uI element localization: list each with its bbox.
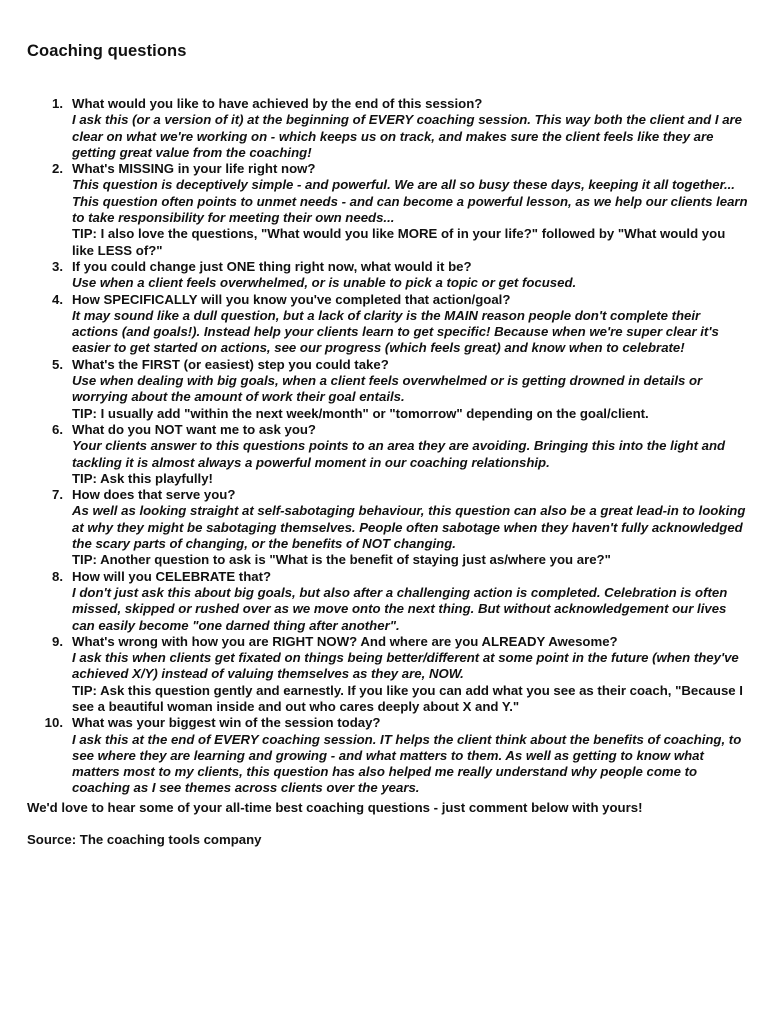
coaching-questions-list [0,96,768,797]
question-tip: TIP: Another question to ask is "What is the benefit of staying just as/where you are?" [72,552,611,568]
question-note: It may sound like a dull question, but a lack of clarity is the MAIN reason people don't complete their actions (and goals!). Instead help your clients learn to get specific! Because when we're super clear it's easier to get started on actions, see our progress (which feels great) and know when to celebrate! [72,307,719,356]
question-text: How does that serve you? [72,487,236,503]
question-tip: TIP: I also love the questions, "What would you like MORE of in your life?" followed by "What would you like LESS of?" [72,226,726,258]
question-tip: TIP: Ask this playfully! [72,470,213,486]
question-note: I don't just ask this about big goals, but also after a challenging action is completed. Celebration is often missed, skipped or rushed over as we move onto the next thing. But without acknowledgement our lives can easily become "one darned thing after another". [72,584,728,633]
list-item [0,259,768,292]
question-text: How SPECIFICALLY will you know you've completed that action/goal? [72,291,511,307]
closing-remark: We'd love to hear some of your all-time best coaching questions - just comment below with yours! [27,800,643,815]
question-note: I ask this when clients get fixated on things being better/different at some point in the future (when they've achieved X/Y) instead of valuing themselves as they are, NOW. [72,650,739,682]
item-number: 1. [52,96,63,111]
item-number: 6. [52,421,63,437]
question-text: What do you NOT want me to ask you? [72,421,316,437]
question-text: What was your biggest win of the session today? [72,715,381,731]
item-number: 5. [52,356,63,372]
list-item [0,96,768,161]
list-item [0,357,768,422]
question-text: What's MISSING in your life right now? [72,161,316,177]
list-item [0,487,768,568]
list-item [0,569,768,634]
question-text: What's wrong with how you are RIGHT NOW? And where are you ALREADY Awesome? [72,633,618,649]
item-number: 7. [52,487,63,503]
list-item [0,292,768,357]
item-number: 9. [52,633,63,649]
question-tip: TIP: I usually add "within the next week/month" or "tomorrow" depending on the goal/client. [72,405,649,421]
list-item [0,161,768,259]
question-text: What's the FIRST (or easiest) step you could take? [72,356,389,372]
item-number: 3. [52,258,63,274]
question-note: Use when a client feels overwhelmed, or is unable to pick a topic or get focused. [72,275,577,291]
question-note: I ask this at the end of EVERY coaching session. IT helps the client think about the benefits of coaching, to see where they are learning and growing - and what matters to them. As well as getting to know what matters most to my clients, this question has also helped me really understand why people come to coaching as I see themes across clients over the years. [72,731,742,796]
item-number: 4. [52,291,63,307]
question-text: How will you CELEBRATE that? [72,568,272,584]
question-note: Use when dealing with big goals, when a client feels overwhelmed or is getting drowned in details or worrying about the amount of work their goal entails. [72,373,703,405]
question-note: As well as looking straight at self-sabotaging behaviour, this question can also be a great lead-in to looking at why they might be sabotaging themselves. People often sabotage when they haven't fully acknowledged the scary parts of changing, or the benefits of NOT changing. [72,503,746,552]
question-note: This question is deceptively simple - and powerful. We are all so busy these days, keeping it all together... This question often points to unmet needs - and can become a powerful lesson, as we help our clients learn to take responsibility for meeting their own needs... [72,177,748,226]
item-number: 8. [52,568,63,584]
list-item [0,715,768,796]
page-title: Coaching questions [27,42,187,60]
item-number: 10. [44,715,63,731]
question-note: I ask this (or a version of it) at the beginning of EVERY coaching session. This way both the client and I are clear on what we're working on - which keeps us on track, and makes sure the client feels like they are getting great value from the coaching! [72,112,743,160]
item-number: 2. [52,161,63,177]
source-line: Source: The coaching tools company [27,832,262,847]
question-text: What would you like to have achieved by the end of this session? [72,96,483,111]
question-text: If you could change just ONE thing right now, what would it be? [72,258,472,274]
question-note: Your clients answer to this questions points to an area they are avoiding. Bringing this into the light and tackling it is almost always a powerful moment in our coaching relationship. [72,438,726,470]
question-tip: TIP: Ask this question gently and earnestly. If you like you can add what you see as their coach, "Because I see a beautiful woman inside and out who cares deeply about X and Y." [72,682,743,714]
list-item [0,422,768,487]
list-item [0,634,768,715]
